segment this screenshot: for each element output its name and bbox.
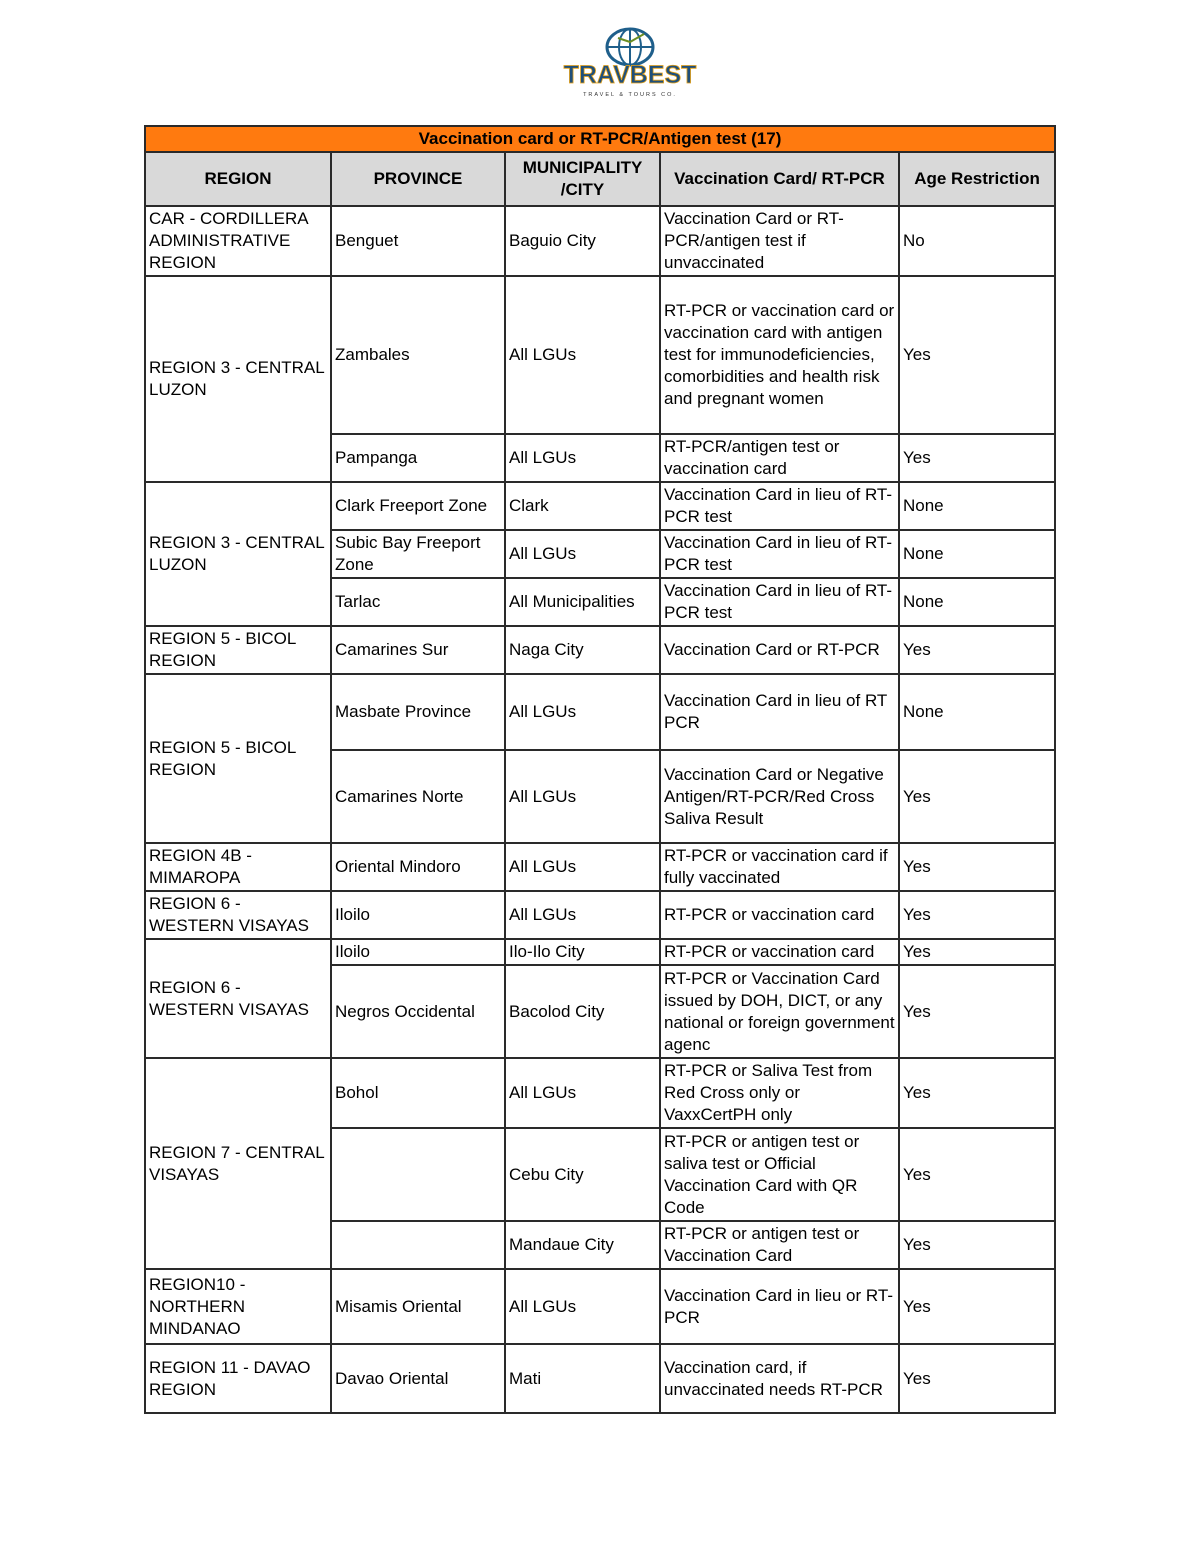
table-row — [145, 626, 1055, 674]
table-row — [145, 276, 1055, 434]
logo-wordmark: TRAVBEST — [563, 61, 697, 89]
municipality-cell: All LGUs — [505, 750, 660, 843]
province-cell: Masbate Province — [331, 674, 505, 750]
vaccination-requirements-table — [144, 125, 1056, 1414]
table-row — [145, 939, 1055, 965]
age-cell: Yes — [899, 843, 1055, 891]
region-cell: REGION 3 - CENTRAL LUZON — [145, 482, 331, 626]
table-row — [145, 482, 1055, 530]
province-cell: Zambales — [331, 276, 505, 434]
requirement-cell: RT-PCR or antigen test or Vaccination Card — [660, 1221, 899, 1269]
age-cell: None — [899, 482, 1055, 530]
age-cell: Yes — [899, 1058, 1055, 1128]
province-cell: Benguet — [331, 206, 505, 276]
requirement-cell: Vaccination Card or RT-PCR — [660, 626, 899, 674]
province-cell: Tarlac — [331, 578, 505, 626]
age-cell: Yes — [899, 276, 1055, 434]
municipality-cell: Bacolod City — [505, 965, 660, 1058]
province-cell: Pampanga — [331, 434, 505, 482]
municipality-cell: All LGUs — [505, 434, 660, 482]
region-cell: REGION 7 - CENTRAL VISAYAS — [145, 1058, 331, 1269]
municipality-cell: Naga City — [505, 626, 660, 674]
age-cell: None — [899, 530, 1055, 578]
age-cell: Yes — [899, 965, 1055, 1058]
logo-tagline: TRAVEL & TOURS CO. — [583, 92, 677, 98]
province-cell — [331, 1128, 505, 1221]
region-cell: REGION 5 - BICOL REGION — [145, 674, 331, 843]
table-row — [145, 891, 1055, 939]
municipality-cell: Ilo-Ilo City — [505, 939, 660, 965]
region-cell: REGION 6 - WESTERN VISAYAS — [145, 891, 331, 939]
age-cell: Yes — [899, 1269, 1055, 1344]
header-row — [145, 152, 1055, 206]
requirement-cell: Vaccination Card in lieu of RT PCR — [660, 674, 899, 750]
requirement-cell: Vaccination Card or RT-PCR/antigen test if unvaccinated — [660, 206, 899, 276]
age-cell: Yes — [899, 1221, 1055, 1269]
municipality-cell: All LGUs — [505, 1269, 660, 1344]
requirement-cell: RT-PCR or Saliva Test from Red Cross only or VaxxCertPH only — [660, 1058, 899, 1128]
requirement-cell: RT-PCR or vaccination card or vaccination card with antigen test for immunodeficiencies, comorbidities and health risk and pregnant women — [660, 276, 899, 434]
municipality-cell: All LGUs — [505, 276, 660, 434]
municipality-cell: All LGUs — [505, 843, 660, 891]
region-cell: REGION10 - NORTHERN MINDANAO — [145, 1269, 331, 1344]
requirement-cell: RT-PCR or antigen test or saliva test or Official Vaccination Card with QR Code — [660, 1128, 899, 1221]
header-province: PROVINCE — [331, 152, 505, 206]
age-cell: No — [899, 206, 1055, 276]
table-row — [145, 1269, 1055, 1344]
age-cell: None — [899, 674, 1055, 750]
requirement-cell: RT-PCR or vaccination card — [660, 939, 899, 965]
region-cell: REGION 6 - WESTERN VISAYAS — [145, 939, 331, 1058]
municipality-cell: Clark — [505, 482, 660, 530]
requirement-cell: RT-PCR or vaccination card if fully vaccinated — [660, 843, 899, 891]
table-row — [145, 843, 1055, 891]
requirement-cell: RT-PCR or vaccination card — [660, 891, 899, 939]
municipality-cell: All LGUs — [505, 674, 660, 750]
header-requirement: Vaccination Card/ RT-PCR — [660, 152, 899, 206]
municipality-cell: All LGUs — [505, 530, 660, 578]
table-row — [145, 674, 1055, 750]
province-cell: Subic Bay Freeport Zone — [331, 530, 505, 578]
municipality-cell: All LGUs — [505, 1058, 660, 1128]
province-cell: Iloilo — [331, 939, 505, 965]
region-cell: REGION 4B - MIMAROPA — [145, 843, 331, 891]
municipality-cell: Mandaue City — [505, 1221, 660, 1269]
province-cell: Camarines Norte — [331, 750, 505, 843]
age-cell: Yes — [899, 891, 1055, 939]
region-cell: REGION 5 - BICOL REGION — [145, 626, 331, 674]
age-cell: Yes — [899, 434, 1055, 482]
requirement-cell: Vaccination card, if unvaccinated needs RT-PCR — [660, 1344, 899, 1413]
province-cell: Davao Oriental — [331, 1344, 505, 1413]
travbest-logo — [560, 22, 700, 102]
province-cell: Camarines Sur — [331, 626, 505, 674]
table-row — [145, 1344, 1055, 1413]
requirement-cell: RT-PCR or Vaccination Card issued by DOH, DICT, or any national or foreign government agenc — [660, 965, 899, 1058]
province-cell: Negros Occidental — [331, 965, 505, 1058]
municipality-cell: Cebu City — [505, 1128, 660, 1221]
province-cell: Clark Freeport Zone — [331, 482, 505, 530]
table-title: Vaccination card or RT-PCR/Antigen test (17) — [145, 126, 1055, 152]
age-cell: Yes — [899, 750, 1055, 843]
header-region: REGION — [145, 152, 331, 206]
requirement-cell: Vaccination Card in lieu of RT-PCR test — [660, 482, 899, 530]
municipality-cell: All Municipalities — [505, 578, 660, 626]
table-title-row — [145, 126, 1055, 152]
age-cell: None — [899, 578, 1055, 626]
header-age-restriction: Age Restriction — [899, 152, 1055, 206]
region-cell: REGION 3 - CENTRAL LUZON — [145, 276, 331, 482]
province-cell: Misamis Oriental — [331, 1269, 505, 1344]
requirement-cell: Vaccination Card or Negative Antigen/RT-PCR/Red Cross Saliva Result — [660, 750, 899, 843]
province-cell: Oriental Mindoro — [331, 843, 505, 891]
province-cell — [331, 1221, 505, 1269]
age-cell: Yes — [899, 939, 1055, 965]
header-municipality: MUNICIPALITY /CITY — [505, 152, 660, 206]
province-cell: Iloilo — [331, 891, 505, 939]
region-cell: CAR - CORDILLERA ADMINISTRATIVE REGION — [145, 206, 331, 276]
municipality-cell: All LGUs — [505, 891, 660, 939]
region-cell: REGION 11 - DAVAO REGION — [145, 1344, 331, 1413]
requirement-cell: Vaccination Card in lieu of RT-PCR test — [660, 578, 899, 626]
globe-logo-icon — [560, 22, 700, 102]
age-cell: Yes — [899, 626, 1055, 674]
municipality-cell: Baguio City — [505, 206, 660, 276]
province-cell: Bohol — [331, 1058, 505, 1128]
age-cell: Yes — [899, 1128, 1055, 1221]
requirement-cell: Vaccination Card in lieu or RT-PCR — [660, 1269, 899, 1344]
age-cell: Yes — [899, 1344, 1055, 1413]
municipality-cell: Mati — [505, 1344, 660, 1413]
table-row — [145, 206, 1055, 276]
requirement-cell: RT-PCR/antigen test or vaccination card — [660, 434, 899, 482]
requirement-cell: Vaccination Card in lieu of RT-PCR test — [660, 530, 899, 578]
table-row — [145, 1058, 1055, 1128]
